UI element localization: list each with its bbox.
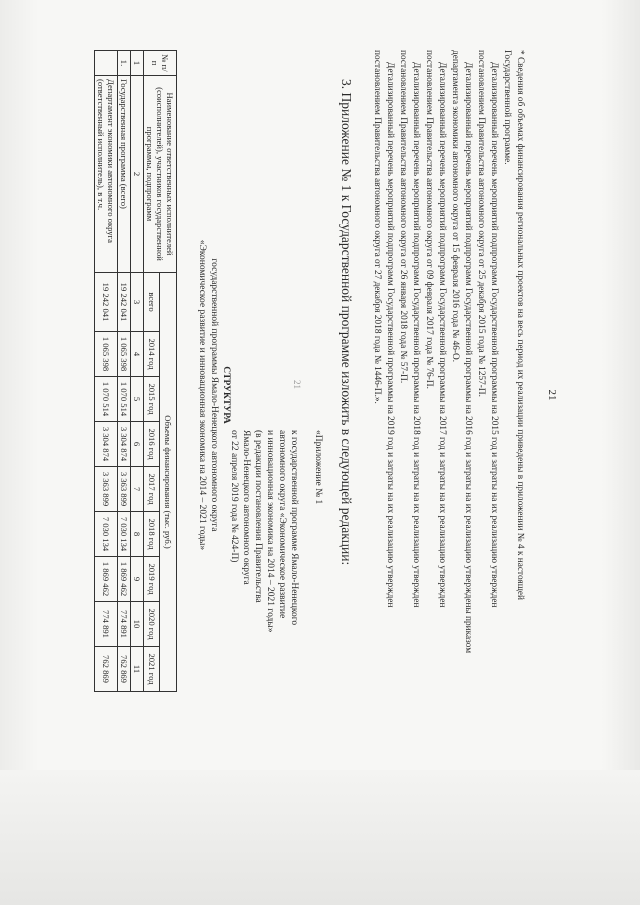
header-total: всего — [144, 273, 161, 332]
header-year: 2014 год — [144, 332, 161, 377]
table-row: Департамент экономики автономного округа (ответственный исполнитель), в т.ч. 19 242 041 1 065 398 1 070 514 3 304 874 3 363 899 7 030 134 1 869 462 774 891 762 869 — [95, 51, 118, 692]
paragraph-2019: Детализированный перечень мероприятий подпрограмм Государственной программы на 2019 год и затраты на их реализацию утвержден постановлением Правительства автономного округа от 27 декабря 2018 года № 1446-П.». — [372, 50, 395, 608]
footnote — [500, 50, 526, 600]
appendix-note: «Приложение № 1 к государственной программе Ямало-Ненецкого автономного округа «Экономическое развитие и инновационная экономика на 2014 – 2021 годы» (в редакции постановления Правительства Ямало-Ненецкого автономного округа от 22 апреля 2019 года № 424-П) — [229, 430, 323, 633]
table-row: 1. Государственная программа (всего) 19 242 041 1 065 398 1 070 514 3 304 874 3 363 899 7 030 134 1 869 462 774 891 762 869 — [118, 51, 131, 692]
structure-title-line: «Экономическое развитие и инновационная экономика на 2014 – 2021 годы» — [197, 239, 207, 551]
structure-title-main: СТРУКТУРА — [221, 366, 231, 424]
section-heading: 3. Приложение № 1 к Государственной программе изложить в следующей редакции: — [339, 79, 354, 566]
paragraph-2015: Детализированный перечень мероприятий подпрограмм Государственной программы на 2015 год и затраты на их реализацию утвержден постановлением Правительства автономного округа от 25 декабря 2015 года № 1257-П. — [476, 50, 499, 608]
scan-bottom-shadow — [0, 770, 640, 905]
footnote-line: * Сведения об объемах финансирования региональных проектов на весь период их реализации приведены в приложении № 4 к настоящей — [515, 50, 525, 600]
header-year: 2020 год — [144, 602, 161, 647]
header-name: Наименование ответственных исполнителей (соисполнителей), участников государственной программы, подпрограмм — [144, 76, 177, 273]
paragraph-2018: Детализированный перечень мероприятий подпрограмм Государственной программы на 2018 год и затраты на их реализацию утвержден постановлением Правительства автономного округа от 26 января 2018 года № 57-П. — [398, 50, 421, 608]
header-year: 2018 год — [144, 512, 161, 557]
page-number: 21 — [546, 389, 558, 401]
table-index-row: 1 2 3 4 5 6 7 8 9 10 11 — [131, 51, 144, 692]
header-year: 2016 год — [144, 422, 161, 467]
header-funding: Объемы финансирования (тыс. руб.) — [160, 273, 177, 692]
header-year: 2015 год — [144, 377, 161, 422]
structure-title — [196, 35, 232, 755]
paragraph-2017: Детализированный перечень мероприятий подпрограмм Государственной программы на 2017 год и затраты на их реализацию утвержден постановлением Правительства автономного округа от 09 февраля 2017 года № 76-П. — [424, 50, 447, 608]
header-year: 2017 год — [144, 467, 161, 512]
rotated-document-page — [40, 35, 560, 755]
header-year: 2019 год — [144, 557, 161, 602]
header-num: № п/п — [144, 51, 177, 76]
funding-table — [94, 50, 177, 692]
paragraph-2016: Детализированный перечень мероприятий подпрограмм Государственной программы на 2016 год и затраты на их реализацию утверждены приказом департамента экономики автономного округа от 15 февраля 2016 года № 46-О. — [450, 50, 473, 654]
stray-page-mark: 21 — [292, 380, 302, 389]
structure-title-line: государственной программы Ямало-Ненецкого автономного округа — [209, 258, 219, 532]
footnote-line: Государственной программе. — [502, 50, 512, 165]
header-year: 2021 год — [144, 647, 161, 692]
